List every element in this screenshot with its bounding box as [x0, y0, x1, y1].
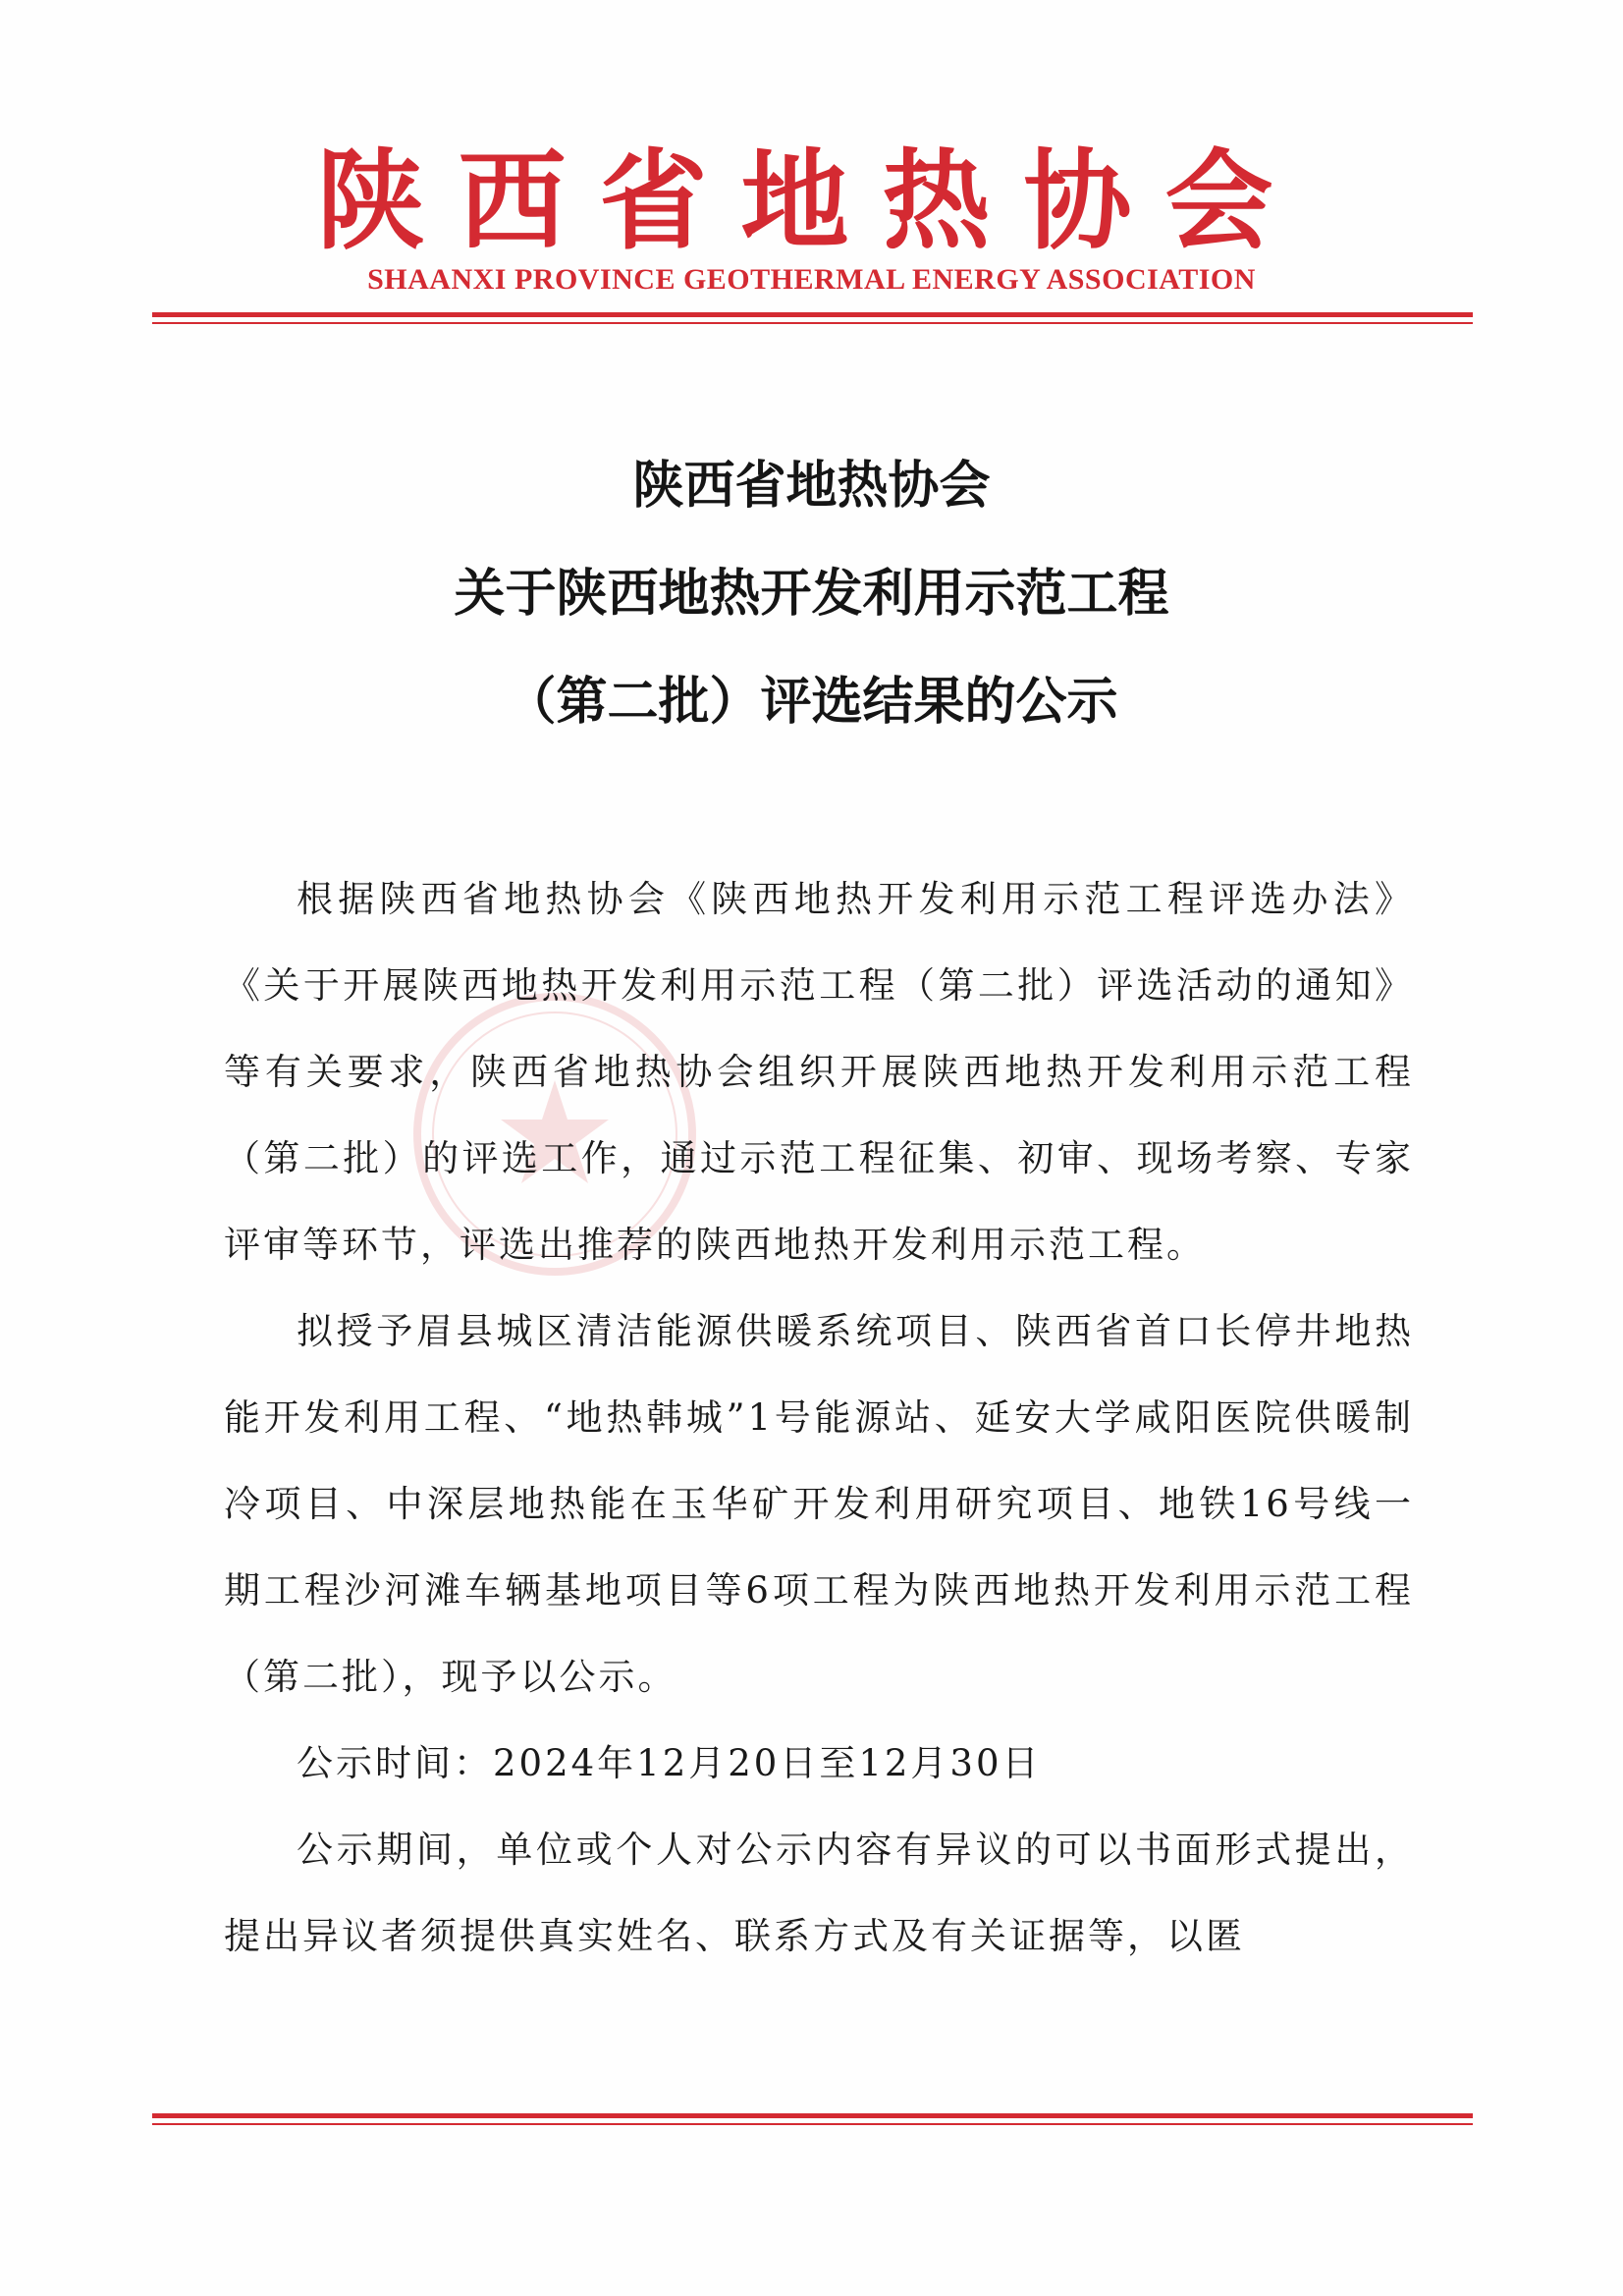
- letterhead-title-en: SHAANXI PROVINCE GEOTHERMAL ENERGY ASSOCIATION: [367, 263, 1256, 296]
- document-body: [224, 856, 1414, 1980]
- footer-rule-thin: [152, 2123, 1473, 2125]
- letterhead-title-cn: 陕西省地热协会: [316, 137, 1307, 264]
- document-title-line-1: 陕西省地热协会: [632, 457, 991, 516]
- body-paragraph-4: 公示期间，单位或个人对公示内容有异议的可以书面形式提出，提出异议者须提供真实姓名、联系方式及有关证据等，以匿: [224, 1829, 1414, 1957]
- document-title-line-3: （第二批）评选结果的公示: [505, 673, 1118, 732]
- letterhead-rule-thick: [152, 312, 1473, 317]
- letterhead-rule-thin: [152, 322, 1473, 324]
- footer-rule-thick: [152, 2113, 1473, 2118]
- body-paragraph-1: 根据陕西省地热协会《陕西地热开发利用示范工程评选办法》《关于开展陕西地热开发利用示范工程（第二批）评选活动的通知》等有关要求，陕西省地热协会组织开展陕西地热开发利用示范工程（第二批）的评选工作，通过示范工程征集、初审、现场考察、专家评审等环节，评选出推荐的陕西地热开发利用示范工程。: [224, 878, 1414, 1266]
- body-paragraph-2: 拟授予眉县城区清洁能源供暖系统项目、陕西省首口长停井地热能开发利用工程、“地热韩城”1号能源站、延安大学咸阳医院供暖制冷项目、中深层地热能在玉华矿开发利用研究项目、地铁16号线一期工程沙河滩车辆基地项目等6项工程为陕西地热开发利用示范工程（第二批），现予以公示。: [224, 1310, 1414, 1698]
- body-paragraph-3: 公示时间：2024年12月20日至12月30日: [297, 1742, 1042, 1784]
- document-title-line-2: 关于陕西地热开发利用示范工程: [454, 565, 1169, 624]
